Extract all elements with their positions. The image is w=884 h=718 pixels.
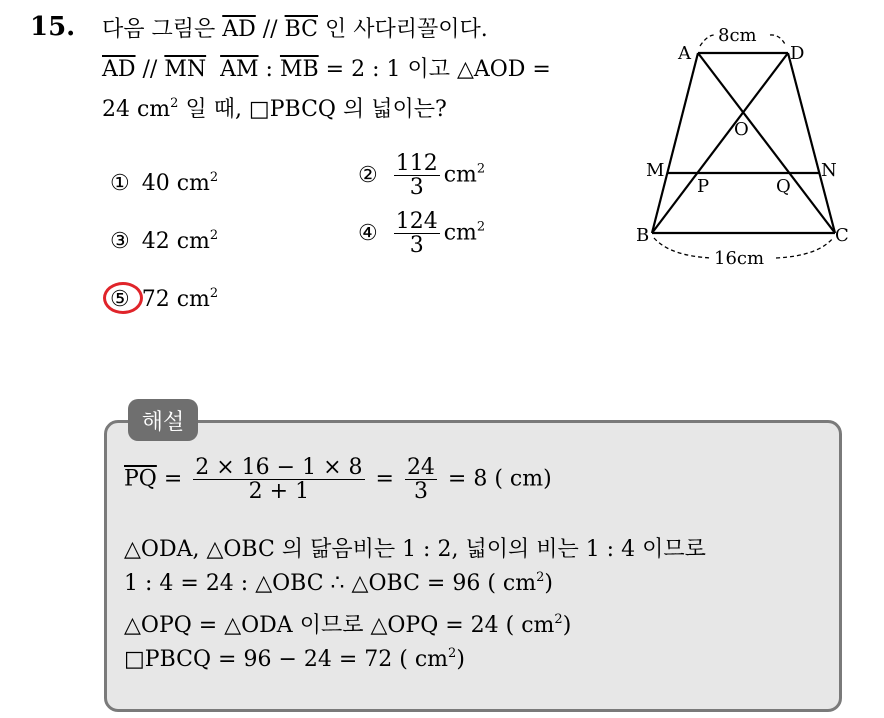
fraction-numerator: 124 — [395, 209, 438, 234]
solution-text: ) — [456, 647, 465, 672]
superscript: 2 — [554, 612, 563, 627]
top-dimension-right — [770, 35, 786, 46]
fraction — [394, 210, 440, 257]
segment-pq: $\overline{PQ}$ — [124, 466, 157, 492]
label-top-length: 8cm — [718, 25, 757, 46]
equals: = — [156, 466, 190, 492]
segment-mn: $\overline{MN}$ — [164, 57, 207, 82]
fraction — [193, 456, 364, 503]
question-line-1 — [102, 12, 488, 43]
fraction-denominator: 3 — [409, 175, 424, 201]
fraction — [394, 152, 440, 199]
solution-badge: 해설 — [128, 399, 198, 441]
choice-text: 40 cm — [141, 171, 210, 196]
label-a: A — [678, 43, 691, 64]
solution-line-3 — [124, 570, 553, 596]
superscript: 2 — [209, 228, 219, 243]
choice-number: ⑤ — [110, 287, 130, 312]
equals: = — [368, 466, 401, 492]
segment-ad: $\overline{AD}$ — [222, 17, 256, 42]
fraction-numerator: 24 — [406, 455, 435, 480]
segment-bc: $\overline{BC}$ — [284, 17, 319, 42]
solution-text: = 8 ( cm) — [440, 466, 552, 492]
parallel-symbol: // — [255, 17, 285, 42]
question-text: 24 cm — [102, 97, 171, 122]
superscript: 2 — [536, 570, 545, 585]
fraction-denominator: 3 — [409, 233, 424, 259]
solution-line-1 — [124, 456, 552, 503]
question-number: 15. — [30, 12, 76, 42]
label-q: Q — [776, 176, 791, 197]
superscript: 2 — [209, 286, 219, 301]
bottom-dimension-left — [654, 238, 712, 258]
top-dimension-left — [700, 35, 716, 46]
label-b: B — [636, 225, 650, 246]
superscript: 2 — [476, 161, 486, 177]
answer-circle-mark — [103, 282, 143, 314]
fraction-denominator: 2 + 1 — [248, 479, 310, 505]
fraction — [405, 456, 437, 503]
superscript: 2 — [170, 96, 179, 111]
question-text: 일 때, □PBCQ 의 넓이는? — [178, 97, 447, 122]
choice-2[interactable] — [358, 152, 485, 199]
fraction-numerator: 112 — [395, 151, 438, 176]
solution-line-5 — [124, 646, 465, 672]
question-line-3 — [102, 92, 447, 123]
superscript: 2 — [448, 646, 457, 661]
side-dc — [788, 53, 835, 233]
solution-line-2: △ODA, △OBC 의 닮음비는 1 : 2, 넓이의 비는 1 : 4 이므로 — [124, 537, 706, 562]
trapezoid-diagram — [630, 20, 870, 270]
segment-am: $\overline{AM}$ — [220, 57, 259, 82]
fraction-numerator: 2 × 16 − 1 × 8 — [195, 455, 363, 480]
ratio-separator: : — [258, 57, 280, 82]
solution-text: △OPQ = △ODA 이므로 △OPQ = 24 ( cm — [124, 613, 555, 638]
choice-number: ③ — [110, 229, 130, 254]
choice-unit: cm — [443, 220, 477, 246]
superscript: 2 — [476, 219, 486, 235]
solution-text: 1 : 4 = 24 : △OBC ∴ △OBC = 96 ( cm — [124, 571, 537, 596]
side-ab — [652, 53, 698, 233]
bottom-dimension-right — [776, 238, 833, 258]
label-n: N — [821, 160, 837, 181]
question-line-2 — [102, 52, 551, 83]
label-o: O — [734, 119, 749, 140]
label-d: D — [790, 43, 805, 64]
superscript: 2 — [209, 170, 219, 185]
label-p: P — [697, 176, 710, 197]
solution-text: ) — [544, 571, 553, 596]
question-text: 다음 그림은 — [102, 17, 223, 42]
segment-ad: $\overline{AD}$ — [102, 57, 136, 82]
solution-text: ) — [562, 613, 572, 638]
fraction-denominator: 3 — [413, 479, 428, 505]
solution-line-4 — [124, 608, 571, 639]
segment-mb: $\overline{MB}$ — [279, 57, 319, 82]
choice-number: ② — [358, 162, 378, 188]
label-c: C — [835, 225, 849, 246]
solution-text: □PBCQ = 96 − 24 = 72 ( cm — [124, 647, 449, 672]
question-text: = 2 : 1 이고 △AOD = — [318, 57, 551, 82]
choice-text: 42 cm — [141, 229, 210, 254]
label-bottom-length: 16cm — [714, 248, 765, 269]
choice-4[interactable] — [358, 210, 485, 257]
choice-number: ④ — [358, 220, 378, 246]
choice-number: ① — [110, 171, 130, 196]
choice-3[interactable] — [110, 228, 218, 254]
choice-1[interactable] — [110, 170, 218, 196]
question-text: 인 사다리꼴이다. — [318, 17, 488, 42]
choice-text: 72 cm — [141, 287, 210, 312]
label-m: M — [646, 160, 665, 181]
choice-unit: cm — [443, 162, 477, 188]
parallel-symbol: // — [135, 57, 165, 82]
